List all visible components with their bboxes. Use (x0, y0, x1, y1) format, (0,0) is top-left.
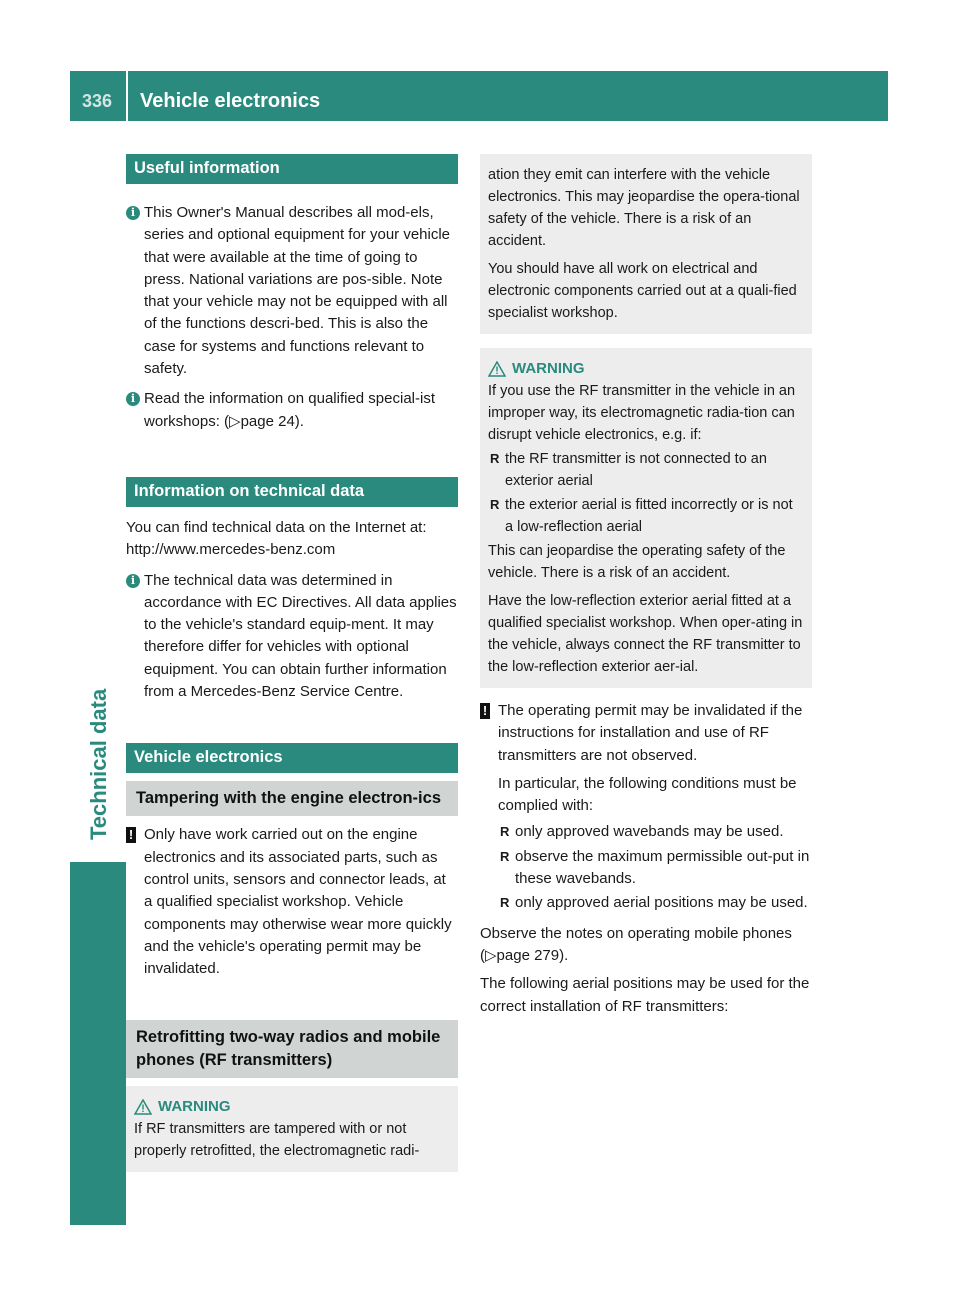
warning-text: This can jeopardise the operating safety of the vehicle. There is a risk of an accident. (488, 543, 786, 581)
warning-text: You should have all work on electrical and electronic components carried out at a quali-fied specialist workshop. (488, 261, 797, 321)
info-icon: i (126, 574, 140, 588)
warning-box (480, 348, 812, 688)
page-ref-link[interactable]: page 279). (496, 946, 569, 964)
info-icon: i (126, 392, 140, 406)
info-note (126, 202, 458, 380)
info-note (126, 570, 458, 704)
info-note (126, 388, 458, 433)
page-number: 336 (82, 91, 113, 111)
warning-triangle-icon (134, 1099, 152, 1115)
subheading-tampering: Tampering with the engine electron-ics (126, 781, 458, 816)
note-text: In particular, the following conditions must be complied with: (498, 774, 797, 815)
info-icon: i (126, 206, 140, 220)
left-column (126, 154, 458, 1172)
page-header (70, 71, 888, 121)
paragraph-text: Observe the notes on operating mobile phones ( (480, 924, 792, 964)
note-text: This Owner's Manual describes all mod-els, series and optional equipment for your vehicle that were available at the time of going to press. National variations are pos-sible. Note that your vehicle may not be equipped with all of the functions descri-bed. This is also the case for systems and functions relevant to safety. (144, 204, 451, 378)
list-item: R the RF transmitter is not connected to an exterior aerial (488, 448, 804, 492)
list-item: R only approved aerial positions may be used. (498, 892, 812, 914)
list-item: R only approved wavebands may be used. (498, 821, 812, 843)
warning-label: WARNING (158, 1098, 231, 1116)
list-item: R observe the maximum permissible out-put in these wavebands. (498, 846, 812, 891)
section-heading-electronics: Vehicle electronics (126, 743, 458, 773)
caution-note (126, 824, 458, 980)
warning-bullet-list (488, 448, 804, 538)
body-paragraph (480, 923, 812, 968)
note-text-start: Read the information on qualified special-ist workshops: ( (144, 390, 435, 430)
page-ref-link[interactable]: page 24). (240, 412, 304, 430)
section-heading-techdata: Information on technical data (126, 477, 458, 507)
body-paragraph: You can find technical data on the Internet at: http://www.mercedes-benz.com (126, 518, 427, 559)
warning-text: If you use the RF transmitter in the vehicle in an improper way, its electromagnetic radia-tion can disrupt vehicle electronics, e.g. if: (488, 383, 796, 443)
exclamation-icon: ! (126, 827, 136, 843)
condition-bullet-list (498, 821, 812, 914)
right-column (480, 154, 812, 1018)
exclamation-icon: ! (480, 703, 490, 719)
side-tab-label: Technical data (86, 688, 111, 840)
note-text (144, 388, 458, 433)
section-heading-useful: Useful information (126, 154, 458, 184)
warning-title (488, 358, 804, 380)
warning-text: ation they emit can interfere with the vehicle electronics. This may jeopardise the opera-tional safety of the vehicle. There is a risk of an accident. (488, 167, 800, 249)
warning-box-continued (480, 154, 812, 334)
warning-text: If RF transmitters are tampered with or not properly retrofitted, the electromagnetic radi- (134, 1121, 420, 1160)
warning-text: Have the low-reflection exterior aerial fitted at a qualified specialist workshop. When oper-ating in the vehicle, always connect the RF transmitter to the low-reflection exterior aer-ial. (488, 593, 803, 675)
page-ref-arrow-icon: ▷ (229, 412, 241, 430)
page-ref-arrow-icon: ▷ (485, 946, 497, 964)
note-text: Only have work carried out on the engine electronics and its associated parts, such as control units, sensors and connector leads, at a qualified specialist workshop. Vehicle components may otherwise wear more quickly and the vehicle's operating permit may be invalidated. (144, 826, 452, 978)
warning-box (126, 1086, 458, 1172)
side-tab-block (70, 862, 126, 1225)
header-divider (126, 71, 128, 121)
note-text: The technical data was determined in accordance with EC Directives. All data applies to the vehicle's standard equip-ment. It may therefore differ for vehicles with optional equipment. You can obtain further information from a Mercedes-Benz Service Centre. (144, 571, 457, 701)
body-paragraph: The following aerial positions may be used for the correct installation of RF transmitters: (480, 975, 810, 1015)
page-title: Vehicle electronics (140, 90, 321, 112)
warning-title (134, 1096, 450, 1118)
subheading-retrofit: Retrofitting two-way radios and mobile phones (RF transmitters) (126, 1020, 458, 1078)
list-item: R the exterior aerial is fitted incorrectly or is not a low-reflection aerial (488, 494, 804, 538)
caution-note (480, 700, 812, 915)
note-text: The operating permit may be invalidated if the instructions for installation and use of RF transmitters are not observed. (498, 702, 803, 764)
warning-label: WARNING (512, 360, 585, 377)
warning-triangle-icon (488, 361, 506, 377)
